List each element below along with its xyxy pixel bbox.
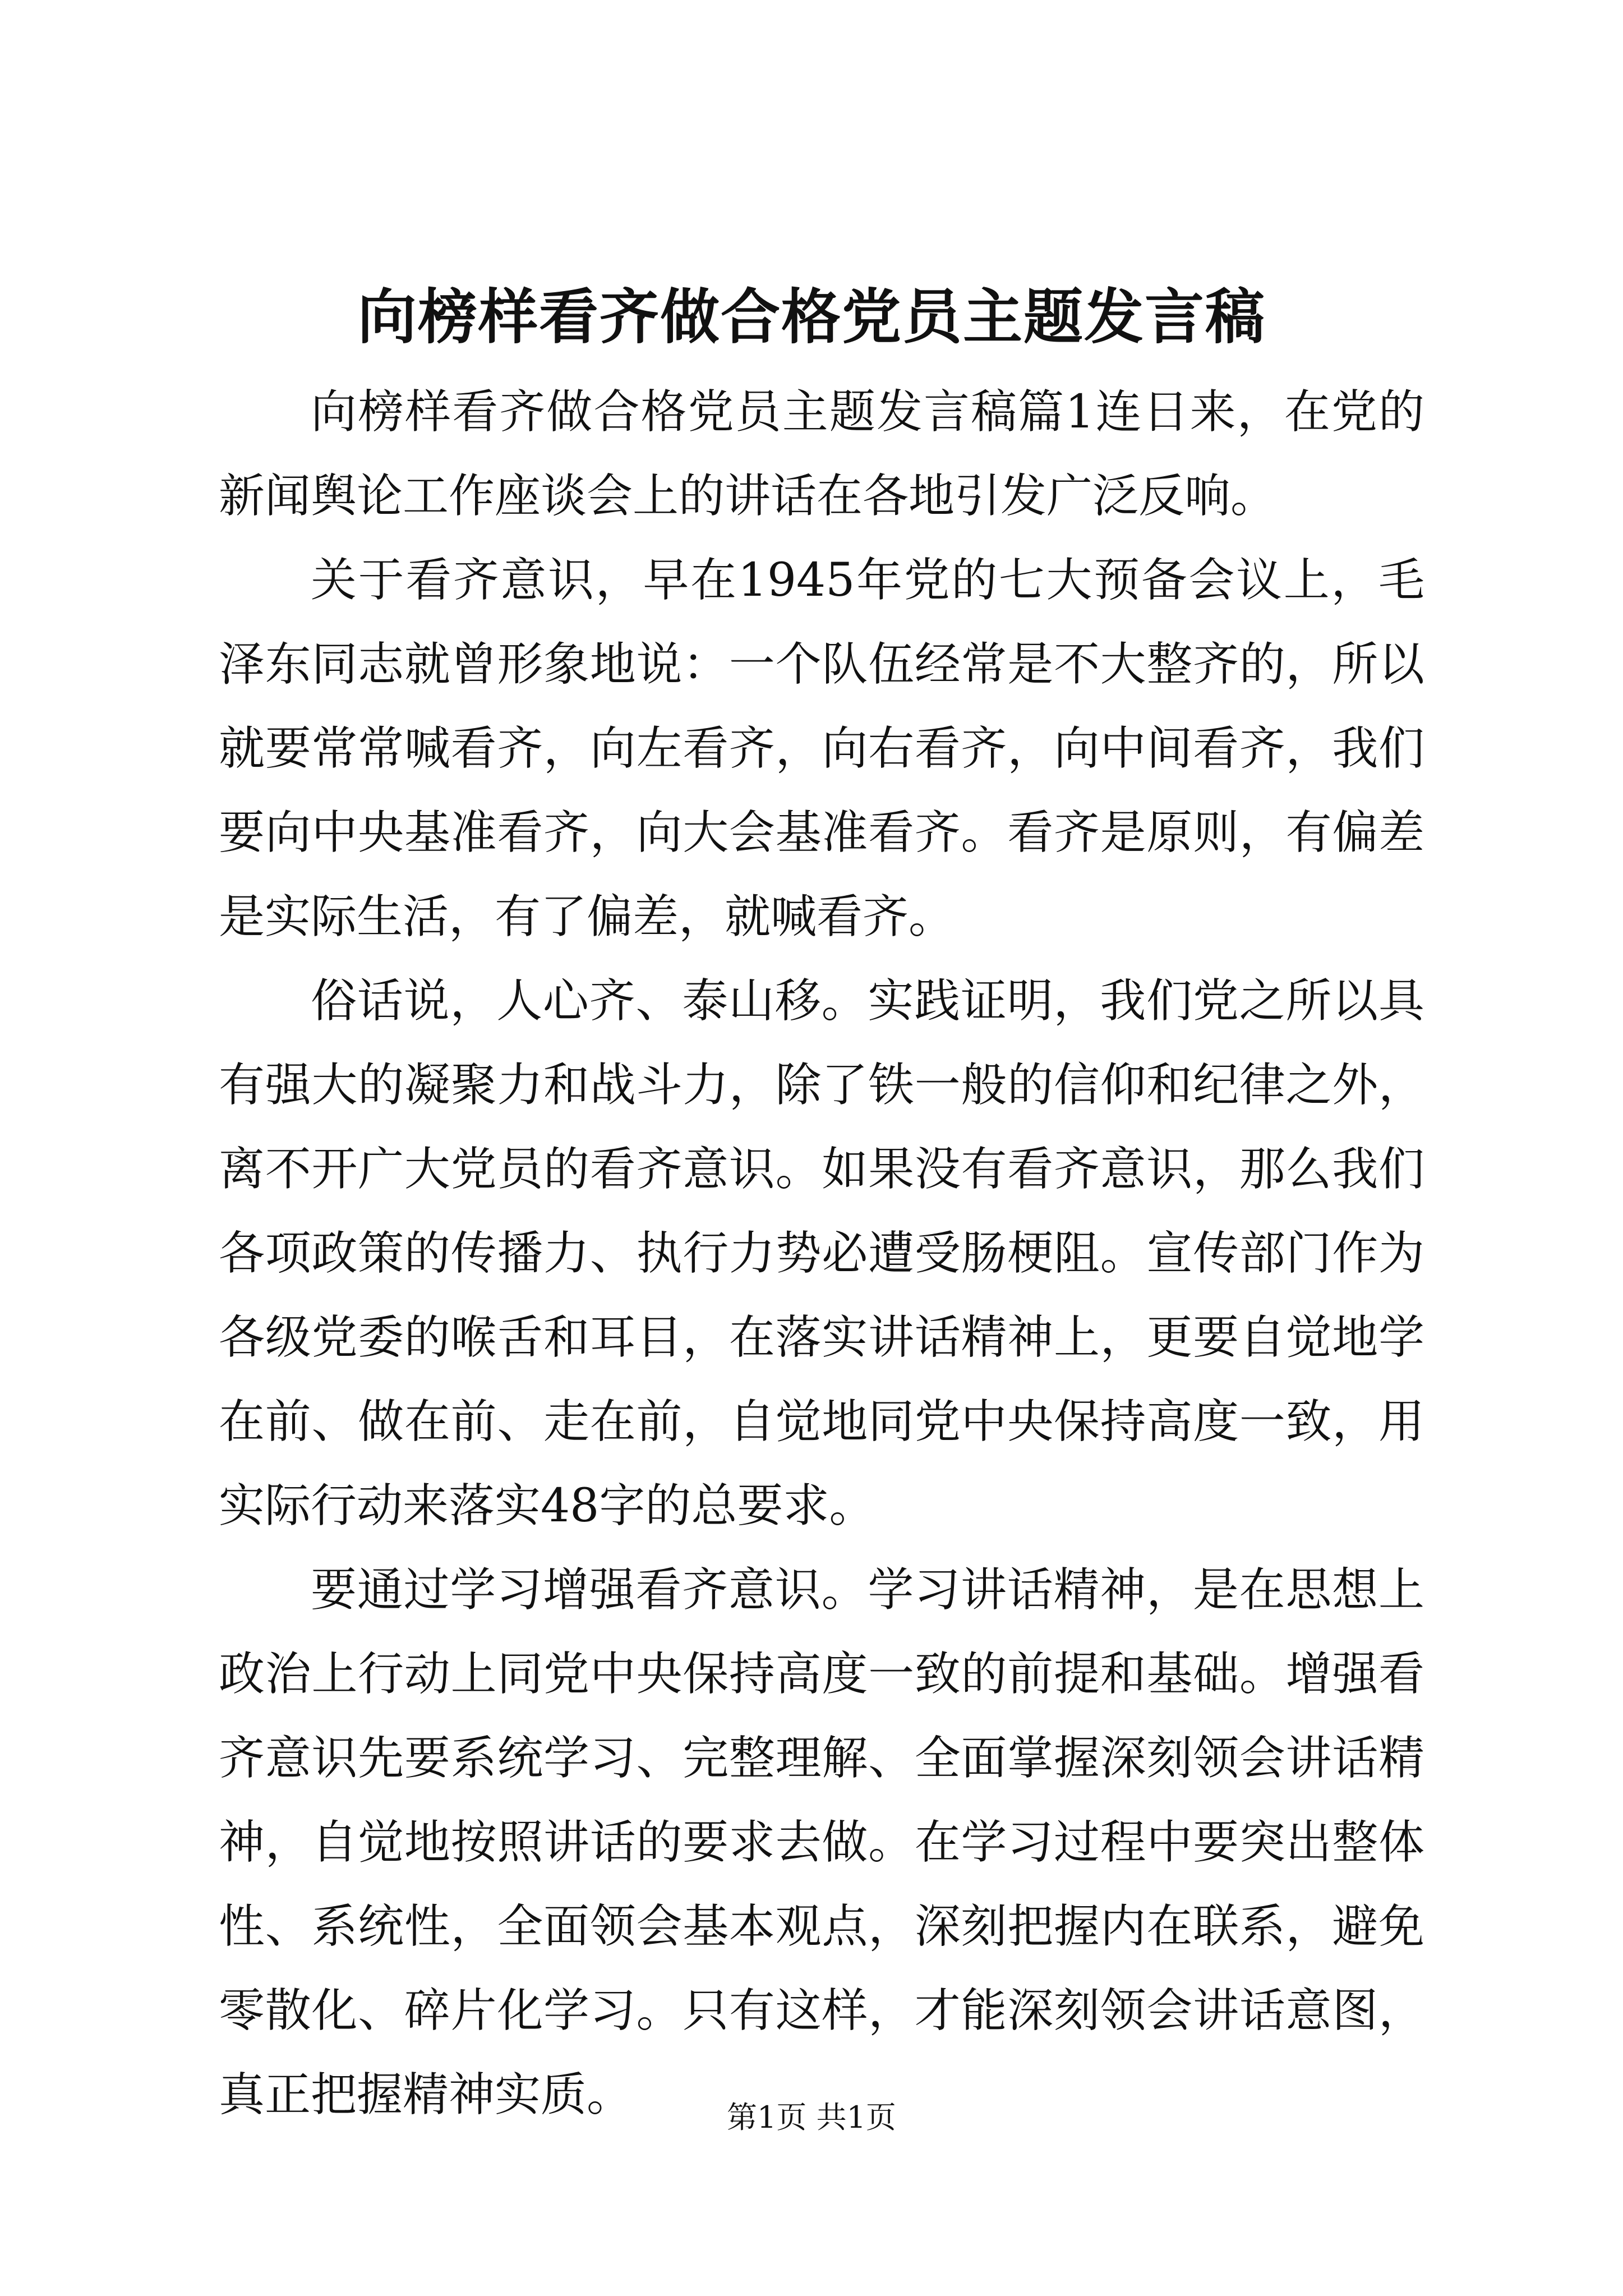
paragraph-3: 俗话说，人心齐、泰山移。实践证明，我们党之所以具有强大的凝聚力和战斗力，除了铁一般的信仰和纪律之外，离不开广大党员的看齐意识。如果没有看齐意识，那么我们各项政策的传播力、执行力势必遭受肠梗阻。宣传部门作为各级党委的喉舌和耳目，在落实讲话精神上，更要自觉地学在前、做在前、走在前，自觉地同党中央保持高度一致，用实际行动来落实48字的总要求。 — [219, 974, 1424, 1533]
page-number-footer: 第1页 共1页 — [727, 2100, 896, 2135]
document-body — [219, 370, 1424, 2137]
paragraph-1: 向榜样看齐做合格党员主题发言稿篇1连日来，在党的新闻舆论工作座谈会上的讲话在各地引发广泛反响。 — [219, 385, 1424, 523]
document-title: 向榜样看齐做合格党员主题发言稿 — [357, 282, 1266, 352]
paragraph-2: 关于看齐意识，早在1945年党的七大预备会议上，毛泽东同志就曾形象地说：一个队伍经常是不大整齐的，所以就要常常喊看齐，向左看齐，向右看齐，向中间看齐，我们要向中央基准看齐，向大会基准看齐。看齐是原则，有偏差是实际生活，有了偏差，就喊看齐。 — [219, 554, 1424, 944]
paragraph-4: 要通过学习增强看齐意识。学习讲话精神，是在思想上政治上行动上同党中央保持高度一致的前提和基础。增强看齐意识先要系统学习、完整理解、全面掌握深刻领会讲话精神，自觉地按照讲话的要求去做。在学习过程中要突出整体性、系统性，全面领会基本观点，深刻把握内在联系，避免零散化、碎片化学习。只有这样，才能深刻领会讲话意图，真正把握精神实质。 — [219, 1563, 1424, 2122]
